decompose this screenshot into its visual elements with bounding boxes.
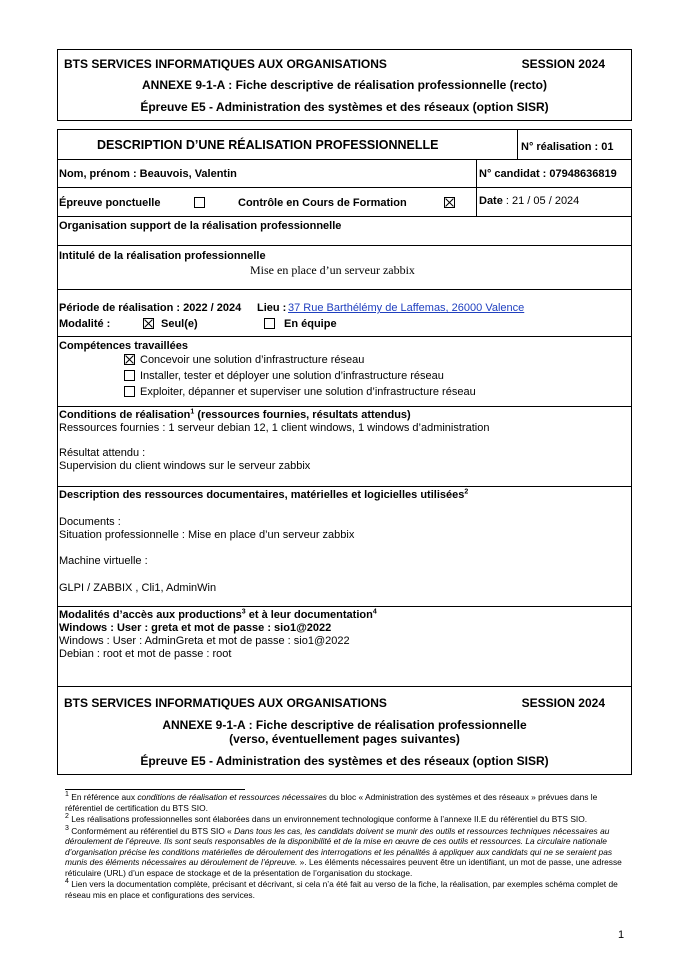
- name-row: [58, 160, 631, 188]
- modalite-equipe-checkbox[interactable]: [264, 318, 275, 329]
- header-session: SESSION 2024: [521, 57, 605, 71]
- header-box: [57, 49, 632, 121]
- verso-header-row: [58, 687, 631, 776]
- competence-3-label: Exploiter, dépanner et superviser une solution d’infrastructure réseau: [140, 386, 476, 398]
- modalite-seul-label: Seul(e): [161, 318, 198, 330]
- organisation-row: [58, 217, 631, 246]
- intitule-value: Mise en place d’un serveur zabbix: [250, 263, 415, 277]
- date-value: : 21 / 05 / 2024: [502, 195, 580, 207]
- machine-label: Machine virtuelle :: [59, 555, 148, 567]
- verso-session: SESSION 2024: [521, 696, 605, 710]
- periode-label: Période de réalisation : 2022 / 2024: [59, 302, 242, 314]
- intitule-label: Intitulé de la réalisation professionnelle: [59, 250, 266, 262]
- header-org: BTS SERVICES INFORMATIQUES AUX ORGANISATIONS: [64, 57, 387, 71]
- candidate-name: Nom, prénom : Beauvois, Valentin: [59, 168, 237, 180]
- description-row: [58, 487, 631, 607]
- modalites-row: [58, 607, 631, 687]
- modalite-equipe-label: En équipe: [284, 318, 337, 330]
- footnote-ref-4: 4: [372, 608, 377, 616]
- competence-1-checkbox[interactable]: [124, 354, 135, 365]
- resultat-value: Supervision du client windows sur le serveur zabbix: [59, 460, 311, 472]
- verso-annex-line1: ANNEXE 9-1-A : Fiche descriptive de réalisation professionnelle: [162, 718, 527, 732]
- ressources-fournies: Ressources fournies : 1 serveur debian 12, 1 client windows, 1 windows d’administration: [59, 422, 490, 434]
- footnote-1: $^1$ En référence aux conditions de réalisation et ressources nécessaires du bloc « Administration des systèmes et des réseaux » prévues dans le référentiel de certification du BTS SIO.: [65, 791, 598, 813]
- intitule-row: [58, 246, 631, 290]
- access-windows-user: Windows : User : greta et mot de passe : sio1@2022: [59, 622, 332, 634]
- controle-cours-checkbox[interactable]: [444, 197, 455, 208]
- competences-row: [58, 337, 631, 407]
- lieu-link[interactable]: 37 Rue Barthélémy de Laffemas, 26000 Valence: [288, 302, 525, 314]
- competence-2-label: Installer, tester et déployer une solution d’infrastructure réseau: [140, 370, 444, 382]
- epreuve-row: [58, 188, 631, 217]
- competences-label: Compétences travaillées: [59, 340, 189, 352]
- footnote-3: $^3$ Conformément au référentiel du BTS SIO « Dans tous les cas, les candidats doivent se munir des outils et ressources techniques nécessaires au déroulement de l’épreuve. Ils sont seuls responsables de la disponibilité et de la mise en œuvre de ces outils et ressources. La circulaire nationale d’organisation précise les conditions matérielles de déroulement des interrogations et les pénalités à appliquer aux candidats qui ne se seraient pas munis des éléments nécessaires au déroulement de l’épreuve. ». Les éléments nécessaires peuvent être un identifiant, un mot de passe, une adresse réticulaire (URL) d’un espace de stockage et de la présentation de l’organisation du stockage.: [65, 824, 622, 878]
- verso-exam: Épreuve E5 - Administration des systèmes et des réseaux (option SISR): [140, 754, 549, 768]
- footnotes: [65, 792, 625, 901]
- title-row: [58, 130, 631, 160]
- page-number: 1: [618, 929, 625, 941]
- candidate-number: N° candidat : 07948636819: [479, 168, 617, 180]
- footnote-ref-3: 3: [241, 608, 246, 616]
- conditions-suffix: (ressources fournies, résultats attendus): [194, 409, 411, 421]
- competence-1-label: Concevoir une solution d’infrastructure réseau: [140, 354, 365, 366]
- epreuve-ponctuelle-checkbox[interactable]: [194, 197, 205, 208]
- conditions-label: Conditions de réalisation: [59, 409, 191, 421]
- epreuve-ponctuelle-label: Épreuve ponctuelle: [59, 197, 161, 209]
- form-table: [57, 129, 632, 775]
- periode-row: [58, 290, 631, 337]
- header-annex: ANNEXE 9-1-A : Fiche descriptive de réalisation professionnelle (recto): [142, 78, 547, 92]
- footnote-4: $^4$ Lien vers la documentation complète, précisant et décrivant, si cela n’a été fait au verso de la fiche, la réalisation, par exemples schéma complet de réseau mis en place et configurations des services.: [65, 878, 618, 900]
- date-label: Date: [479, 195, 503, 207]
- header-exam: Épreuve E5 - Administration des systèmes et des réseaux (option SISR): [140, 100, 549, 114]
- footnote-2: $^2$ Les réalisations professionnelles sont élaborées dans un environnement technologique conforme à l’annexe II.E du référentiel du BTS SIO.: [65, 813, 588, 824]
- verso-annex-line2: (verso, éventuellement pages suivantes): [229, 732, 460, 746]
- access-windows-admin: Windows : User : AdminGreta et mot de passe : sio1@2022: [59, 635, 350, 647]
- conditions-row: [58, 407, 631, 487]
- documents-label: Documents :: [59, 516, 121, 528]
- modalites-label: Modalités d’accès aux productions: [59, 609, 242, 621]
- form-title: DESCRIPTION D’UNE RÉALISATION PROFESSIONNELLE: [97, 138, 439, 152]
- lieu-label: Lieu :: [257, 302, 287, 314]
- competence-2-checkbox[interactable]: [124, 370, 135, 381]
- modalites-mid: et à leur documentation: [245, 609, 373, 621]
- resultat-label: Résultat attendu :: [59, 447, 146, 459]
- competence-3-checkbox[interactable]: [124, 386, 135, 397]
- organisation-label: Organisation support de la réalisation professionnelle: [59, 220, 342, 232]
- modalite-label: Modalité :: [59, 318, 111, 330]
- footnote-separator: [65, 789, 245, 790]
- modalite-seul-checkbox[interactable]: [143, 318, 154, 329]
- description-label: Description des ressources documentaires, matérielles et logicielles utilisées: [59, 489, 465, 501]
- machine-value: GLPI / ZABBIX , Cli1, AdminWin: [59, 582, 217, 594]
- footnote-ref-1: 1: [190, 408, 195, 416]
- documents-value: Situation professionnelle : Mise en place d’un serveur zabbix: [59, 529, 355, 541]
- access-debian: Debian : root et mot de passe : root: [59, 648, 232, 660]
- realisation-number: N° réalisation : 01: [521, 141, 614, 153]
- verso-org: BTS SERVICES INFORMATIQUES AUX ORGANISATIONS: [64, 696, 387, 710]
- footnote-ref-2: 2: [464, 488, 469, 496]
- controle-cours-label: Contrôle en Cours de Formation: [238, 197, 407, 209]
